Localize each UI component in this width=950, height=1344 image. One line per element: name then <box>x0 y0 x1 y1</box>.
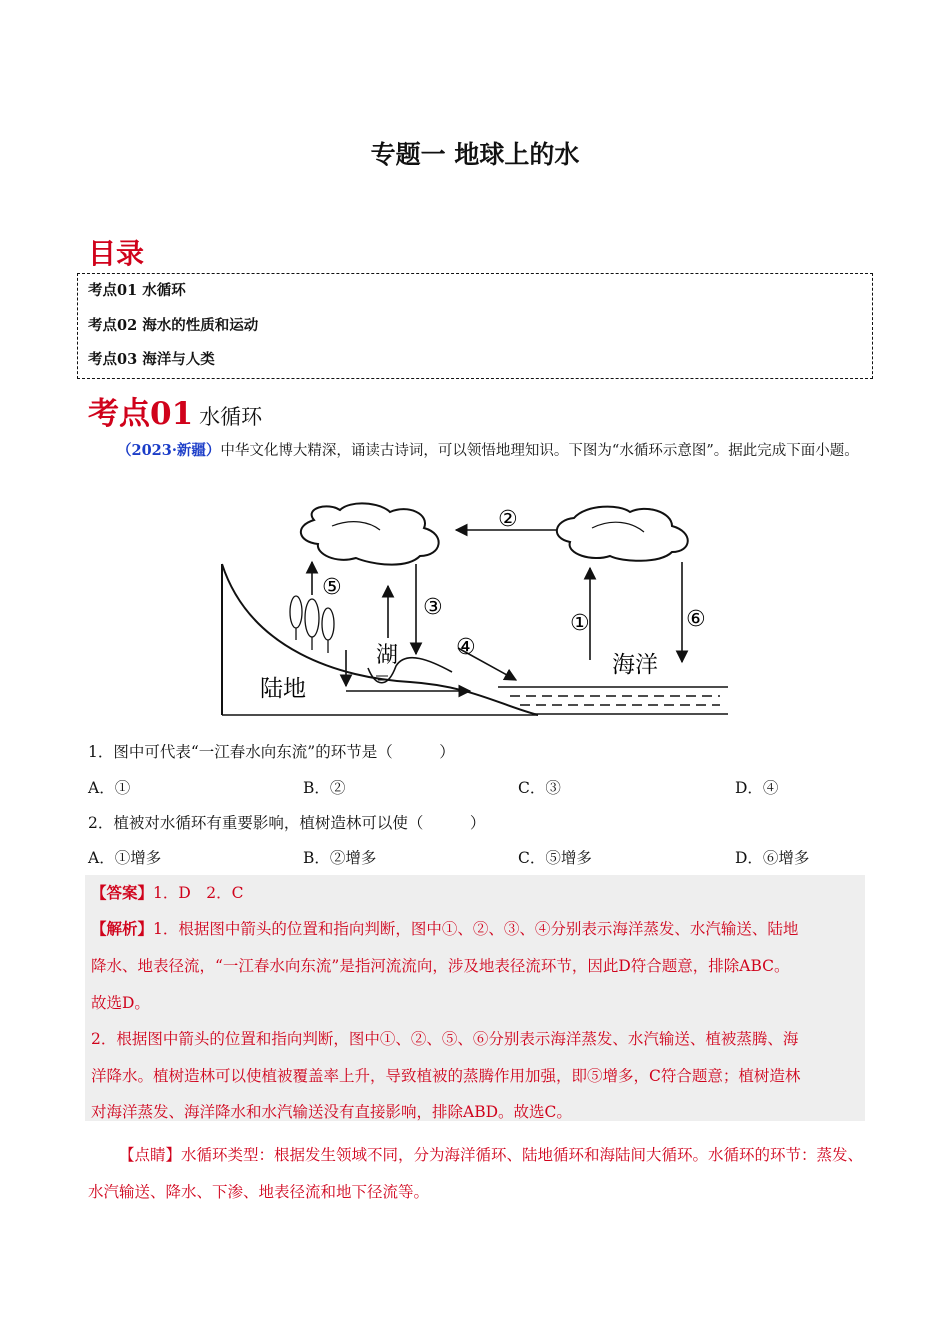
option-d[interactable]: D．④ <box>735 779 779 797</box>
question-2: 2．植被对水循环有重要影响，植树造林可以使（ ） <box>88 814 486 832</box>
marker-3: ③ <box>423 595 443 620</box>
option-d[interactable]: D．⑥增多 <box>735 849 810 867</box>
question-intro <box>88 432 864 470</box>
cloud-right <box>557 507 688 561</box>
question-source: （2023·新疆） <box>117 442 221 459</box>
marker-1: ① <box>570 611 590 636</box>
option-c[interactable]: C．③ <box>518 779 561 797</box>
answer-label: 【答案】 <box>91 883 154 902</box>
option-a[interactable]: A．① <box>88 779 131 797</box>
marker-6: ⑥ <box>686 607 706 632</box>
marker-2: ② <box>498 507 518 532</box>
intro-text: 中华文化博大精深，诵读古诗词，可以领悟地理知识。下图为“水循环示意图”。据此完成下面小题。 <box>220 443 859 459</box>
water-cycle-diagram <box>220 500 735 722</box>
option-c[interactable]: C．⑤增多 <box>518 849 592 867</box>
option-b[interactable]: B．②增多 <box>303 849 377 867</box>
analysis-line: 降水、地表径流，“一江春水向东流”是指河流流向，涉及地表径流环节，因此D符合题意，排除ABC。 <box>91 957 790 975</box>
toc-item[interactable]: 考点01 水循环 <box>88 282 186 299</box>
ocean-label: 海洋 <box>612 652 658 678</box>
tree-icon <box>322 608 334 640</box>
option-a[interactable]: A．①增多 <box>88 849 162 867</box>
page-title: 专题一 地球上的水 <box>370 140 580 169</box>
marker-5: ⑤ <box>322 575 342 600</box>
analysis-line: 【解析】1．根据图中箭头的位置和指向判断，图中①、②、③、④分别表示海洋蒸发、水汽输送、陆地 <box>91 919 799 938</box>
land-label: 陆地 <box>260 676 306 702</box>
toc-item[interactable]: 考点02 海水的性质和运动 <box>88 317 259 334</box>
tree-icon <box>290 596 302 628</box>
section-name: 水循环 <box>199 405 263 429</box>
tip-label: 【点睛】 <box>119 1146 182 1164</box>
toc-heading: 目录 <box>88 237 145 270</box>
analysis-line: 故选D。 <box>91 994 150 1012</box>
analysis-label: 【解析】 <box>91 919 154 938</box>
toc-item[interactable]: 考点03 海洋与人类 <box>88 351 215 368</box>
analysis-line: 2．根据图中箭头的位置和指向判断，图中①、②、⑤、⑥分别表示海洋蒸发、水汽输送、植被蒸腾、海 <box>91 1030 799 1048</box>
section-number: 考点01 <box>88 396 194 432</box>
marker-4: ④ <box>456 635 476 660</box>
tip-paragraph <box>88 1137 864 1211</box>
lake-label: 湖 <box>376 643 399 668</box>
analysis-line: 洋降水。植树造林可以使植被覆盖率上升，导致植被的蒸腾作用加强，即⑤增多，C符合题意；植树造林 <box>91 1067 801 1085</box>
analysis-line: 对海洋蒸发、海洋降水和水汽输送没有直接影响，排除ABD。故选C。 <box>91 1103 572 1121</box>
answer-line <box>91 881 244 903</box>
answer-box <box>85 875 865 1121</box>
answer-text: 1．D 2．C <box>153 884 244 902</box>
section-heading <box>88 388 262 433</box>
option-b[interactable]: B．② <box>303 779 346 797</box>
cloud-left <box>301 503 439 564</box>
toc-box <box>77 273 873 379</box>
tip-text: 水循环类型：根据发生领域不同，分为海洋循环、陆地循环和海陆间大循环。水循环的环节：蒸发、水汽输送、降水、下渗、地表径流和地下径流等。 <box>88 1146 864 1201</box>
question-1: 1．图中可代表“一江春水向东流”的环节是（ ） <box>88 743 455 761</box>
tree-icon <box>305 599 319 637</box>
